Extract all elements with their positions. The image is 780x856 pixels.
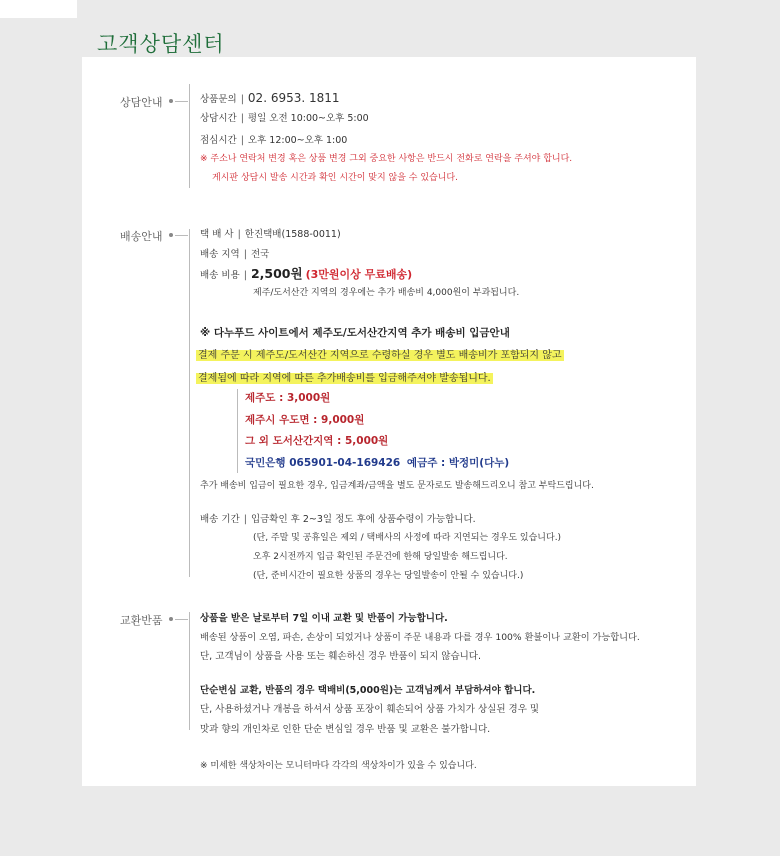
period-row: 배송 기간 | 입금확인 후 2~3일 정도 후에 상품수령이 가능합니다. [200,514,476,525]
product-inquiry-row: 상품문의 | 02. 6953. 1811 [200,91,340,105]
product-inquiry-phone: 02. 6953. 1811 [247,91,340,105]
lunch-hours-value: 오후 12:00~오후 1:00 [247,135,348,146]
region-row: 배송 지역 | 전국 [200,249,270,260]
shipping-section-label: 배송안내 [120,230,163,243]
cost-island-note: 제주/도서산간 지역의 경우에는 추가 배송비 4,000원이 부과됩니다. [253,288,520,298]
fee-list-bracket [237,389,238,473]
page-title: 고객상담센터 [97,32,225,56]
shipping-bullet [169,233,173,237]
extra-fee-note: 추가 배송비 입금이 필요한 경우, 입금계좌/금액을 별도 문자로도 발송해드리오니 참고 부탁드립니다. [200,481,594,491]
consult-section-label: 상담안내 [120,96,163,109]
fee-jeju: 제주도 : 3,000원 [245,392,331,404]
exchange-line-5: 단, 사용하셨거나 개봉을 하셔서 상품 포장이 훼손되어 상품 가치가 상실된 경우 및 [200,704,540,715]
shipping-connector [175,235,188,236]
region-label: 배송 지역 [200,249,240,260]
lunch-hours-row: 점심시간 | 오후 12:00~오후 1:00 [200,135,348,146]
exchange-section-label: 교환반품 [120,614,163,627]
cost-row: 배송 비용 | 2,500원 (3만원이상 무료배송) [200,266,413,281]
consult-hours-value: 평일 오전 10:00~오후 5:00 [247,113,369,124]
period-label: 배송 기간 [200,514,240,525]
exchange-bullet [169,617,173,621]
fee-other-islands: 그 외 도서산간지역 : 5,000원 [245,435,389,447]
courier-value: 한진택배(1588-0011) [244,229,341,240]
consult-notice-1: ※ 주소나 연락처 변경 혹은 상품 변경 그외 중요한 사항은 반드시 전화로 연락을 주셔야 합니다. [200,154,573,164]
fee-udo: 제주시 우도면 : 9,000원 [245,414,365,426]
consult-notice-2: 게시판 상담시 발송 시간과 확인 시간이 맞지 않을 수 있습니다. [212,173,458,183]
island-fee-highlight-1: 결제 주문 시 제주도/도서산간 지역으로 수령하실 경우 별도 배송비가 포함되지 않고 [198,350,562,361]
period-line-3: 오후 2시전까지 입금 확인된 주문건에 한해 당일발송 해드립니다. [253,552,508,562]
region-value: 전국 [250,249,270,260]
exchange-connector [175,619,188,620]
cost-label: 배송 비용 [200,270,240,281]
exchange-line-2: 배송된 상품이 오염, 파손, 손상이 되었거나 상품이 주문 내용과 다를 경우 100% 환불이나 교환이 가능합니다. [200,632,640,643]
consult-connector [175,101,188,102]
consult-hours-row: 상담시간 | 평일 오전 10:00~오후 5:00 [200,113,369,124]
courier-row: 택 배 사 | 한진택배(1588-0011) [200,229,341,240]
bank-holder: 예금주 : 박정미(다누) [406,457,510,469]
exchange-line-4: 단순변심 교환, 반품의 경우 택배비(5,000원)는 고객님께서 부담하셔야 합니다. [200,685,536,696]
product-inquiry-label: 상품문의 [200,94,237,105]
courier-label: 택 배 사 [200,229,234,240]
exchange-line-1: 상품을 받은 날로부터 7일 이내 교환 및 반품이 가능합니다. [200,613,448,624]
info-card [82,57,696,786]
cost-free-note: (3만원이상 무료배송) [305,268,413,281]
corner-tab [0,0,77,18]
lunch-hours-label: 점심시간 [200,135,237,146]
exchange-line-6: 맛과 향의 개인차로 인한 단순 변심일 경우 반품 및 교환은 불가합니다. [200,724,491,735]
island-fee-highlight-2: 결제됨에 따라 지역에 따른 추가배송비를 입금해주셔야 발송됩니다. [198,373,491,384]
shipping-bracket [189,229,190,577]
period-line-2: (단, 주말 및 공휴일은 제외 / 택배사의 사정에 따라 지연되는 경우도 있습니다.) [253,533,562,543]
color-difference-note: ※ 미세한 색상차이는 모니터마다 각각의 색상차이가 있을 수 있습니다. [200,761,477,771]
exchange-line-3: 단, 고객님이 상품을 사용 또는 훼손하신 경우 반품이 되지 않습니다. [200,651,481,662]
period-line-1: 입금확인 후 2~3일 정도 후에 상품수령이 가능합니다. [250,514,476,525]
bank-account-row [245,457,509,470]
consult-bullet [169,99,173,103]
consult-hours-label: 상담시간 [200,113,237,124]
bank-account: 국민은행 065901-04-169426 [245,457,401,469]
exchange-bracket [189,612,190,730]
period-line-4: (단, 준비시간이 필요한 상품의 경우는 당일발송이 안될 수 있습니다.) [253,571,524,581]
island-fee-title: ※ 다누푸드 사이트에서 제주도/도서산간지역 추가 배송비 입금안내 [200,327,510,339]
cost-value: 2,500원 [250,266,303,281]
consult-bracket [189,84,190,188]
